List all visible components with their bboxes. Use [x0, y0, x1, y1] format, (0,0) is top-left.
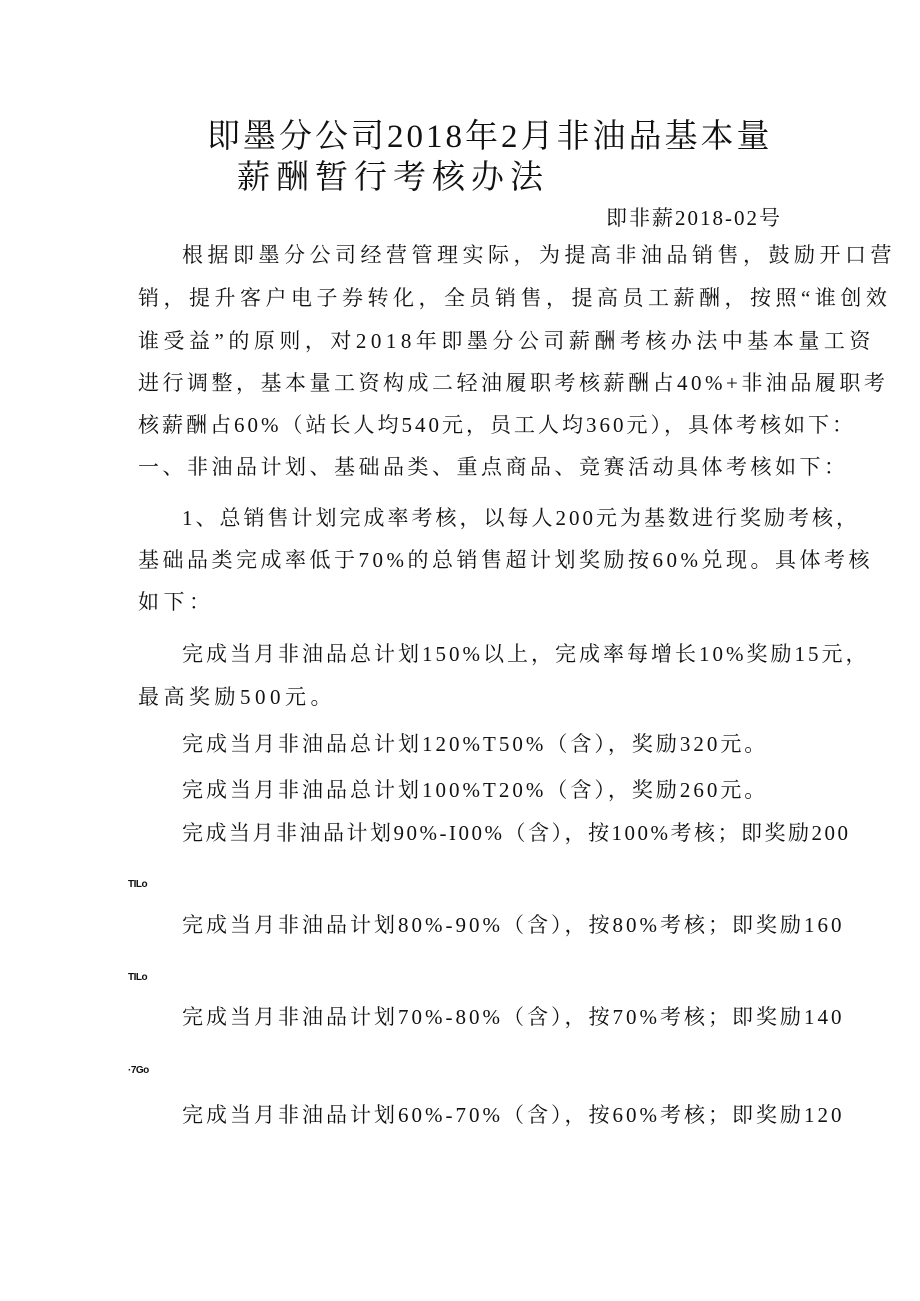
section1-line: 1、总销售计划完成率考核，以每人200元为基数进行奖励考核，	[182, 506, 860, 530]
rule-90-100: 完成当月非油品计划90%-I00%（含），按100%考核；即奖励200	[182, 821, 851, 845]
doc-number: 即非薪2018-02号	[606, 206, 782, 230]
rule-120-150: 完成当月非油品总计划120%T50%（含），奖励320元。	[182, 732, 769, 756]
doc-title-line2: 薪酬暂行考核办法	[237, 160, 549, 196]
ocr-fragment: TILo	[128, 879, 148, 890]
rule-150: 完成当月非油品总计划150%以上，完成率每增长10%奖励15元，	[182, 642, 870, 666]
intro-line: 销，提升客户电子券转化，全员销售，提高员工薪酬，按照“谁创效	[138, 286, 892, 310]
rule-150: 最高奖励500元。	[138, 685, 336, 709]
intro-line: 核薪酬占60%（站长人均540元，员工人均360元），具体考核如下：	[138, 413, 856, 437]
section1-line: 如下：	[138, 590, 215, 614]
rule-100-120: 完成当月非油品总计划100%T20%（含），奖励260元。	[182, 778, 769, 802]
doc-title-line1: 即墨分公司2018年2月非油品基本量	[207, 119, 773, 155]
intro-line: 谁受益”的原则，对2018年即墨分公司薪酬考核办法中基本量工资	[138, 329, 875, 353]
intro-line: 根据即墨分公司经营管理实际，为提高非油品销售，鼓励开口营	[182, 243, 896, 267]
intro-line: 进行调整，基本量工资构成二轻油履职考核薪酬占40%+非油品履职考	[138, 371, 889, 395]
rule-80-90: 完成当月非油品计划80%-90%（含），按80%考核；即奖励160	[182, 913, 845, 937]
section-heading: 一、非油品计划、基础品类、重点商品、竞赛活动具体考核如下：	[138, 455, 849, 479]
ocr-fragment: ·7Go	[128, 1065, 149, 1076]
rule-70-80: 完成当月非油品计划70%-80%（含），按70%考核；即奖励140	[182, 1005, 845, 1029]
section1-line: 基础品类完成率低于70%的总销售超计划奖励按60%兑现。具体考核	[138, 548, 873, 572]
ocr-fragment: TILo	[128, 972, 148, 983]
rule-60-70: 完成当月非油品计划60%-70%（含），按60%考核；即奖励120	[182, 1103, 845, 1127]
